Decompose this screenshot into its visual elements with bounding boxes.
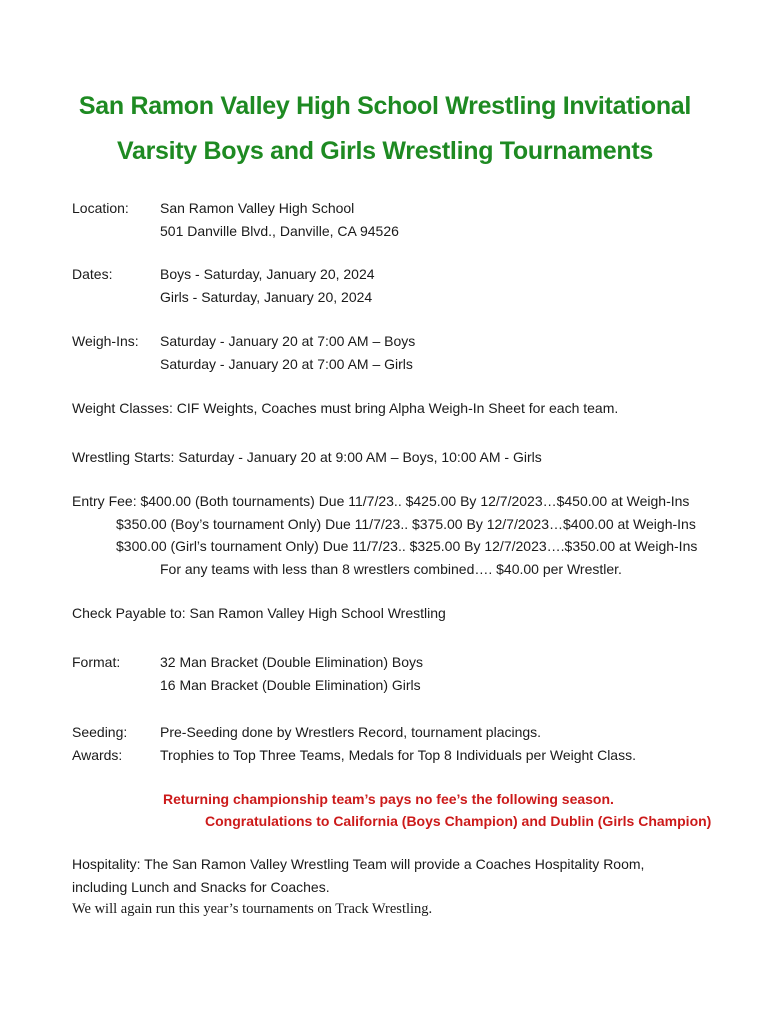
format-boys: 32 Man Bracket (Double Elimination) Boys	[160, 654, 424, 670]
location-label: Location:	[72, 200, 129, 216]
wrestling-starts: Wrestling Starts: Saturday - January 20 at 9:00 AM – Boys, 10:00 AM - Girls	[72, 449, 542, 465]
entry-fee-small-teams: For any teams with less than 8 wrestlers combined…. $40.00 per Wrestler.	[160, 561, 622, 577]
hospitality-line2: including Lunch and Snacks for Coaches.	[72, 879, 330, 895]
weigh-ins-label: Weigh-Ins:	[72, 333, 139, 349]
track-wrestling-note: We will again run this year’s tournaments on Track Wrestling.	[72, 901, 433, 917]
dates-girls: Girls - Saturday, January 20, 2024	[160, 289, 373, 305]
seeding-label: Seeding:	[72, 724, 128, 740]
seeding-value: Pre-Seeding done by Wrestlers Record, tournament placings.	[160, 724, 542, 740]
awards-value: Trophies to Top Three Teams, Medals for Top 8 Individuals per Weight Class.	[160, 747, 636, 763]
location-address: 501 Danville Blvd., Danville, CA 94526	[160, 223, 399, 239]
dates-boys: Boys - Saturday, January 20, 2024	[160, 266, 375, 282]
page-title: San Ramon Valley High School Wrestling Invitational	[78, 92, 692, 120]
hospitality-line1: Hospitality: The San Ramon Valley Wrestling Team will provide a Coaches Hospitality Room,	[72, 856, 645, 872]
location-name: San Ramon Valley High School	[160, 200, 355, 216]
check-payable: Check Payable to: San Ramon Valley High School Wrestling	[72, 605, 446, 621]
entry-fee-boys: $350.00 (Boy’s tournament Only) Due 11/7/23.. $375.00 By 12/7/2023…$400.00 at Weigh-Ins	[116, 516, 696, 532]
entry-fee-both: Entry Fee: $400.00 (Both tournaments) Due 11/7/23.. $425.00 By 12/7/2023…$450.00 at Weigh-Ins	[72, 493, 690, 509]
congratulations-notice: Congratulations to California (Boys Champion) and Dublin (Girls Champion)	[205, 813, 712, 829]
entry-fee-girls: $300.00 (Girl’s tournament Only) Due 11/7/23.. $325.00 By 12/7/2023….$350.00 at Weigh-Ins	[116, 538, 698, 554]
format-label: Format:	[72, 654, 121, 670]
format-girls: 16 Man Bracket (Double Elimination) Girls	[160, 677, 421, 693]
page-subtitle: Varsity Boys and Girls Wrestling Tournaments	[116, 137, 654, 165]
returning-champion-notice: Returning championship team’s pays no fee’s the following season.	[163, 791, 614, 807]
awards-label: Awards:	[72, 747, 123, 763]
weigh-ins-girls: Saturday - January 20 at 7:00 AM – Girls	[160, 356, 413, 372]
weigh-ins-boys: Saturday - January 20 at 7:00 AM – Boys	[160, 333, 416, 349]
weight-classes: Weight Classes: CIF Weights, Coaches must bring Alpha Weigh-In Sheet for each team.	[72, 400, 619, 416]
dates-label: Dates:	[72, 266, 113, 282]
